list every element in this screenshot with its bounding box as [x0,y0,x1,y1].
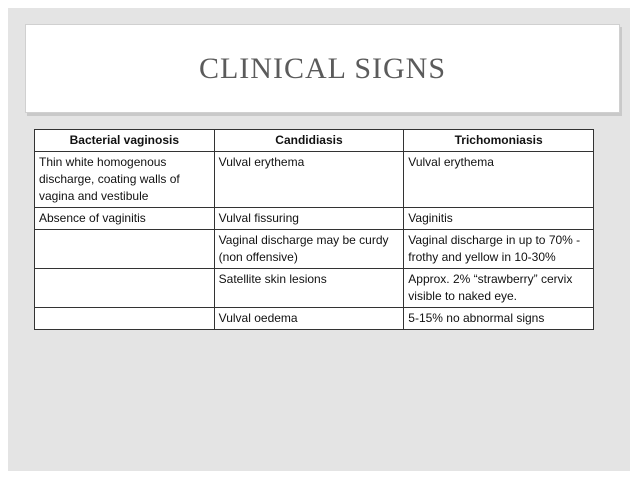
table-cell: Absence of vaginitis [35,208,215,230]
table-cell: Vulval fissuring [214,208,404,230]
header-row [35,130,594,152]
table-cell [35,269,215,308]
clinical-signs-table [34,129,594,330]
table-cell: Vaginal discharge in up to 70% - frothy and yellow in 10-30% [404,230,594,269]
table-cell: Thin white homogenous discharge, coating walls of vagina and vestibule [35,152,215,208]
table-row [35,152,594,208]
table-cell [35,230,215,269]
table-row [35,269,594,308]
clinical-signs-table-container [34,129,594,330]
table-cell: Satellite skin lesions [214,269,404,308]
table-cell: Vaginal discharge may be curdy (non offensive) [214,230,404,269]
slide [8,8,630,471]
table-row [35,208,594,230]
slide-title: CLINICAL SIGNS [198,51,447,85]
title-box [25,24,620,113]
table-cell: Vulval oedema [214,308,404,330]
table-row [35,230,594,269]
header-trichomoniasis: Trichomoniasis [404,130,594,152]
table-cell: Vaginitis [404,208,594,230]
table-cell: Vulval erythema [214,152,404,208]
header-candidiasis: Candidiasis [214,130,404,152]
table-cell [35,308,215,330]
table-row [35,308,594,330]
header-bacterial-vaginosis: Bacterial vaginosis [35,130,215,152]
table-cell: Vulval erythema [404,152,594,208]
table-cell: Approx. 2% “strawberry” cervix visible to naked eye. [404,269,594,308]
table-cell: 5-15% no abnormal signs [404,308,594,330]
